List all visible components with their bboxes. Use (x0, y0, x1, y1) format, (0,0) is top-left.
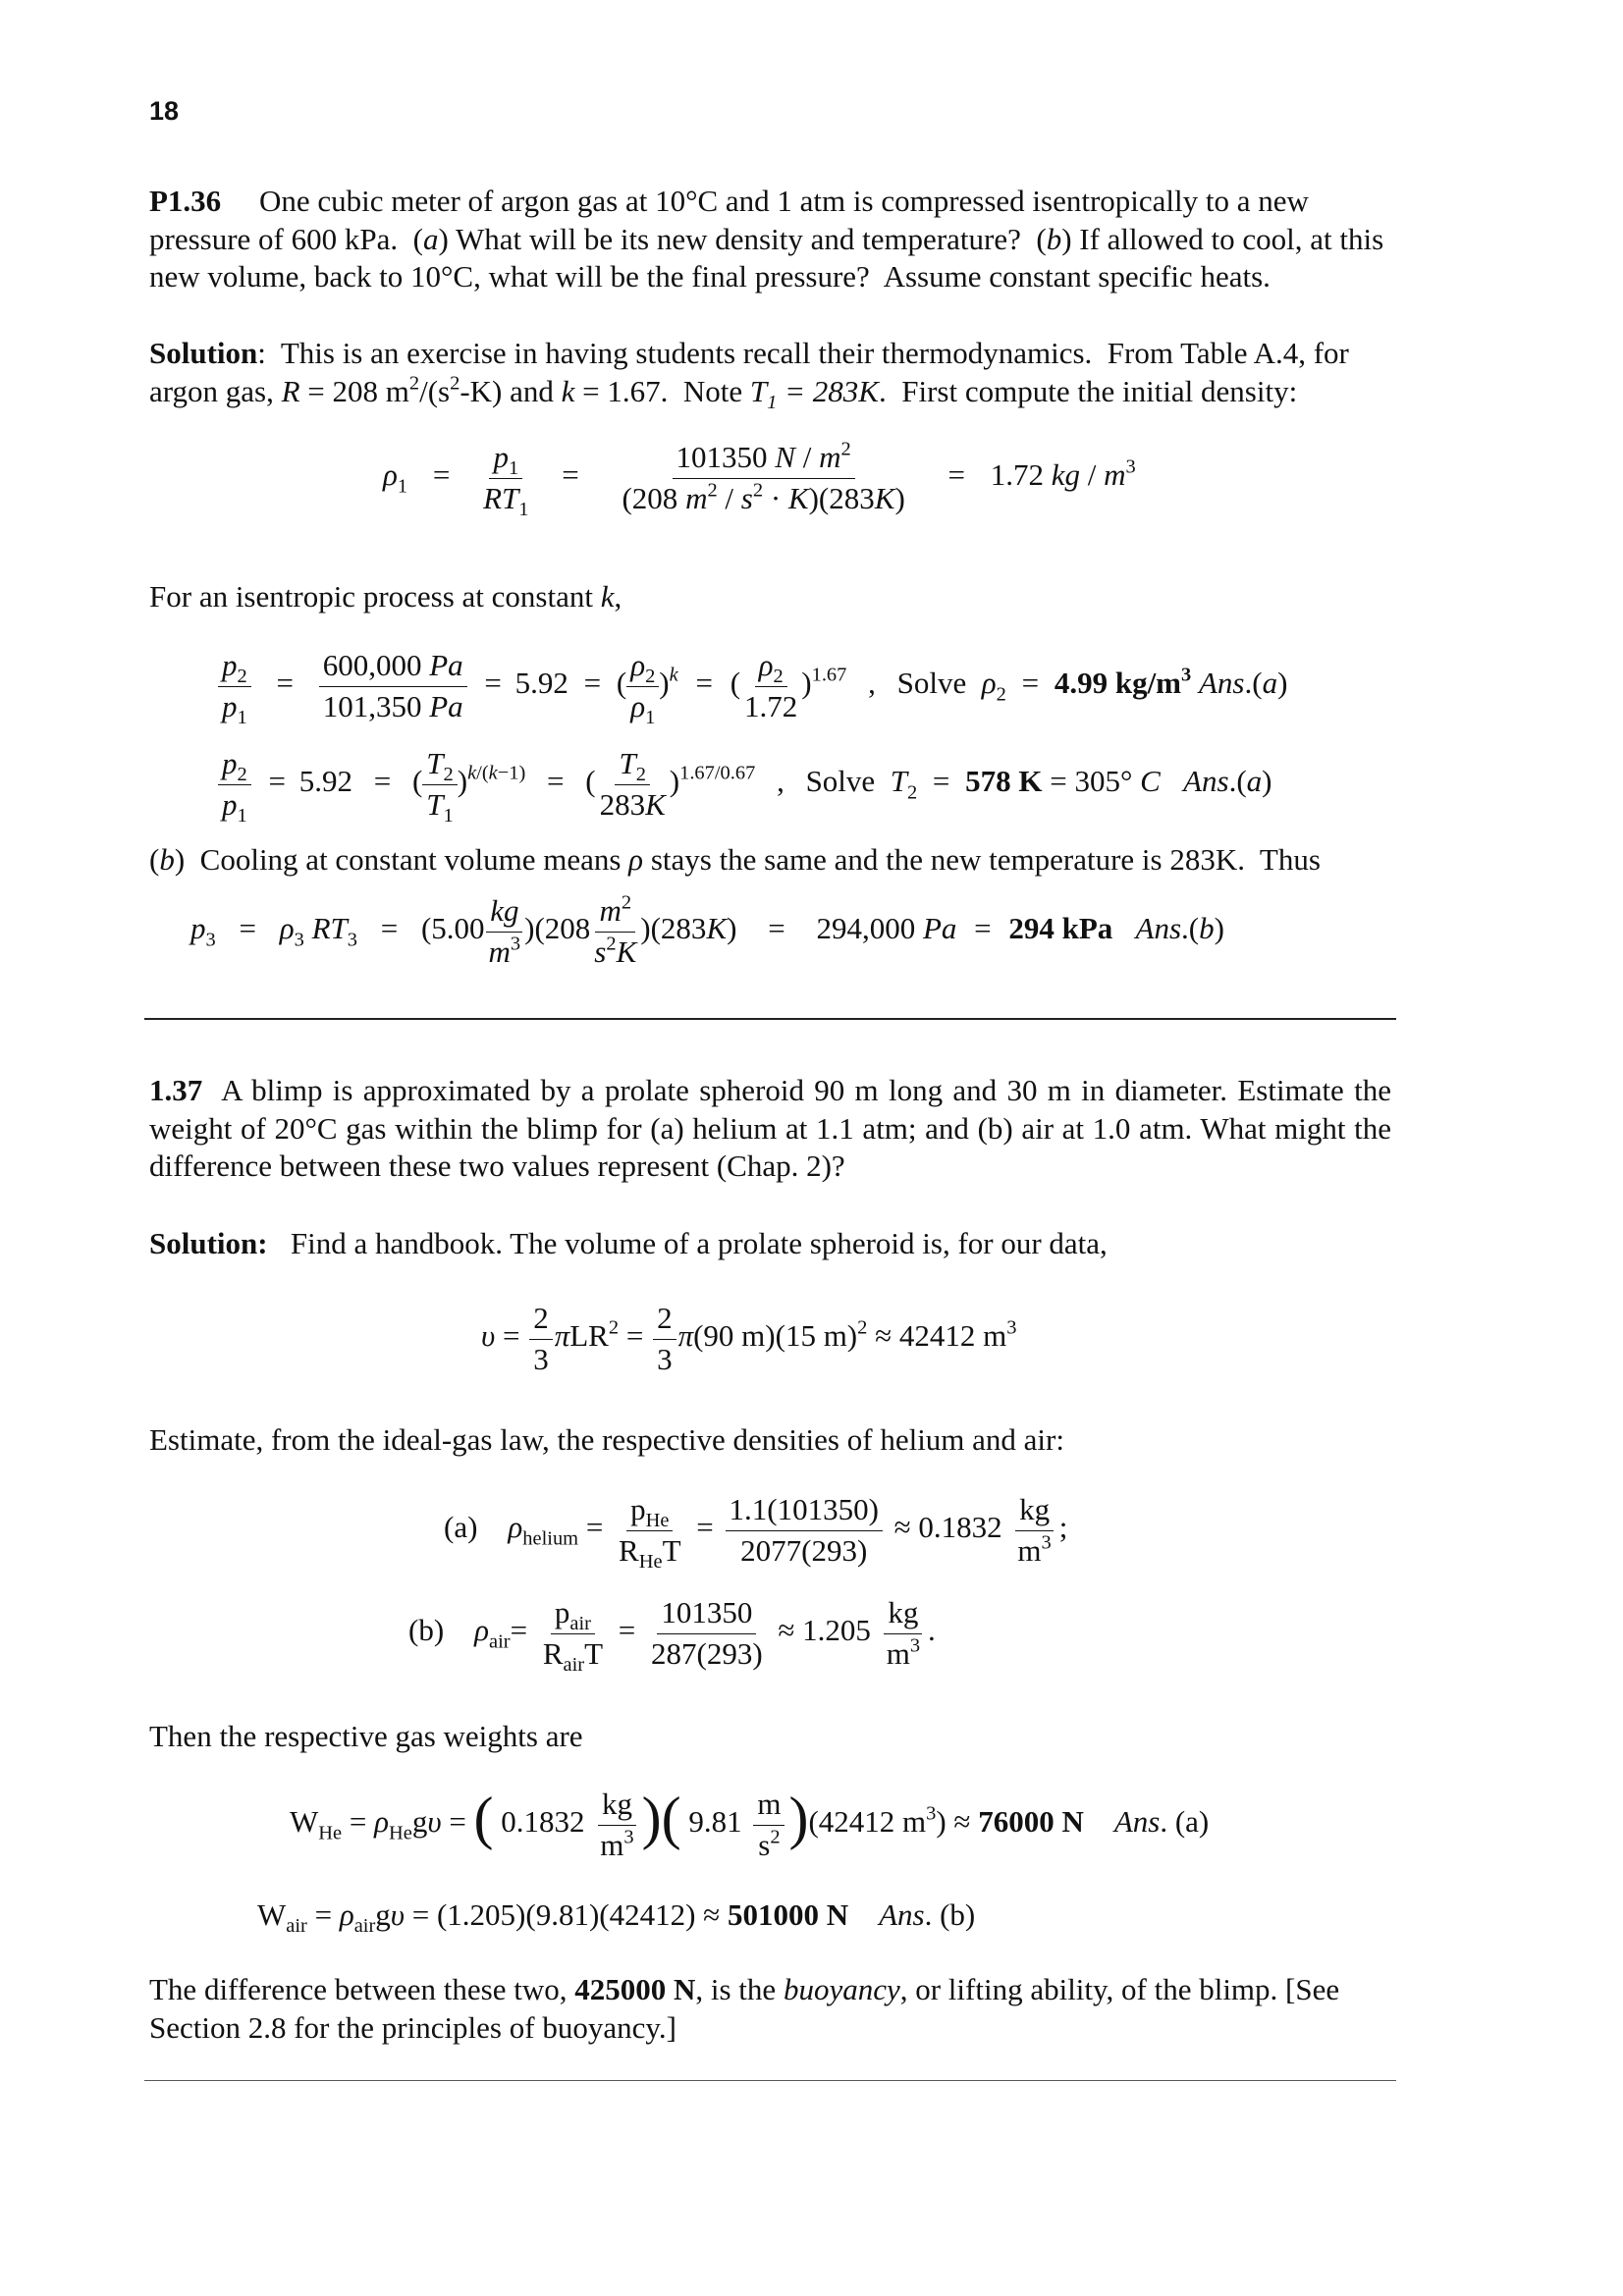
solution-label-137: Solution: (149, 1226, 268, 1260)
problem-137-label: 1.37 (149, 1073, 203, 1107)
equation-initial-density: $\rho_1$ = $\frac{p_1}{RT_1}$ = $\frac{101350 N / m^2}{(208 m^2 / s^2 \cdot K)(283K)}$ = 1.72 kg / $m^3$ (383, 438, 1136, 520)
section-divider (144, 1018, 1396, 1020)
problem-136-solution-intro: Solution: This is an exercise in having students recall their thermodynamics. From Table A.4, for argon gas, R = 208 $m^2/(s^2-K)$ and k = 1.67. Note $T_1 = 283K$. First compute the initial density: (149, 336, 1349, 413)
equation-isentropic-density: $\frac{p_2}{p_1}$ = $\frac{600,000 Pa}{101,350 Pa}$ = 5.92 = ( $\frac{\rho_2}{\rho_1}$ )$^k$ = ( $\frac{\rho_2}{1.72}$ )$^{1.67}$ , Solve $\rho_2 = 4.99$ $kg/m^3$ Ans.(a) (214, 648, 1287, 724)
isentropic-intro: For an isentropic process at constant k, (149, 579, 622, 614)
problem-137-solution-intro: Solution: Find a handbook. The volume of a prolate spheroid is, for our data, (149, 1226, 1108, 1260)
solution-label: Solution (149, 336, 258, 370)
equation-final-pressure: $p_3 = \rho_3$ $RT_3 = (5.00$ $\frac{kg}{m^3}$ )(208 $\frac{m^2}{s^2K}$ )(283K) = 294,000 Pa = 294 kPa Ans.(b) (190, 891, 1224, 969)
problem-136-statement: P1.36 One cubic meter of argon gas at 10°C and 1 atm is compressed isentropically to a new pressure of 600 kPa. (a) What will be its new density and temperature? (b) If allowed to cool, at this new volume, back to 10°C, what will be the final pressure? Assume constant specific heats. (149, 184, 1384, 294)
weights-intro: Then the respective gas weights are (149, 1719, 583, 1753)
page-number: 18 (149, 96, 180, 126)
equation-helium-weight: $W_{He} = \rho_{He}g\upsilon$ = ( 0.1832 $\frac{kg}{m^3}$ )( 9.81 $\frac{m}{s^2}$ )(42412 $m^3) \approx 76000$ N Ans. (a) (290, 1786, 1210, 1862)
problem-136-label: P1.36 (149, 184, 222, 218)
part-b-text: (b) Cooling at constant volume means ρ stays the same and the new temperature is 283K. Thus (149, 842, 1321, 877)
equation-air-weight: $W_{air} = \rho_{air}g\upsilon = (1.205)(9.81)(42412) \approx 501000$ N Ans. (b) (257, 1897, 976, 1938)
equation-volume: υ = $\frac{2}{3}$ πLR$^2$ = $\frac{2}{3}$ π(90 m)(15 m)$^2$ ≈ 42412 $m^3$ (481, 1301, 1017, 1376)
problem-137-statement: 1.37 A blimp is approximated by a prolate spheroid 90 m long and 30 m in diameter. Estimate the weight of 20°C gas within the blimp for (a) helium at 1.1 atm; and (b) air at 1.0 atm. What might the difference between these two values represent (Chap. 2)? (149, 1073, 1391, 1183)
conclusion-text: The difference between these two, 425000 N, is the buoyancy, or lifting ability, of the blimp. [See Section 2.8 for the principles of buoyancy.] (149, 1972, 1340, 2045)
density-intro: Estimate, from the ideal-gas law, the respective densities of helium and air: (149, 1422, 1064, 1457)
bottom-divider (144, 2080, 1396, 2081)
equation-air-density: (b) $\rho_{air}=$ $\frac{p_{air}}{R_{air}T}$ = $\frac{101350}{287(293)}$ ≈ 1.205 $\frac{kg}{m^3}$ . (408, 1595, 936, 1676)
equation-isentropic-temperature: $\frac{p_2}{p_1}$ = 5.92 = ( $\frac{T_2}{T_1}$ )$^{k/(k-1)}$ = ( $\frac{T_2}{283K}$ )$^{1.67/0.67}$ , Solve $T_2 = 578$ K = 305° C Ans.(a) (214, 746, 1272, 823)
equation-helium-density: (a) $\rho_{helium}$ = $\frac{p_{He}}{R_{He}T}$ = $\frac{1.1(101350)}{2077(293)}$ ≈ 0.1832 $\frac{kg}{m^3}$ ; (444, 1492, 1068, 1573)
